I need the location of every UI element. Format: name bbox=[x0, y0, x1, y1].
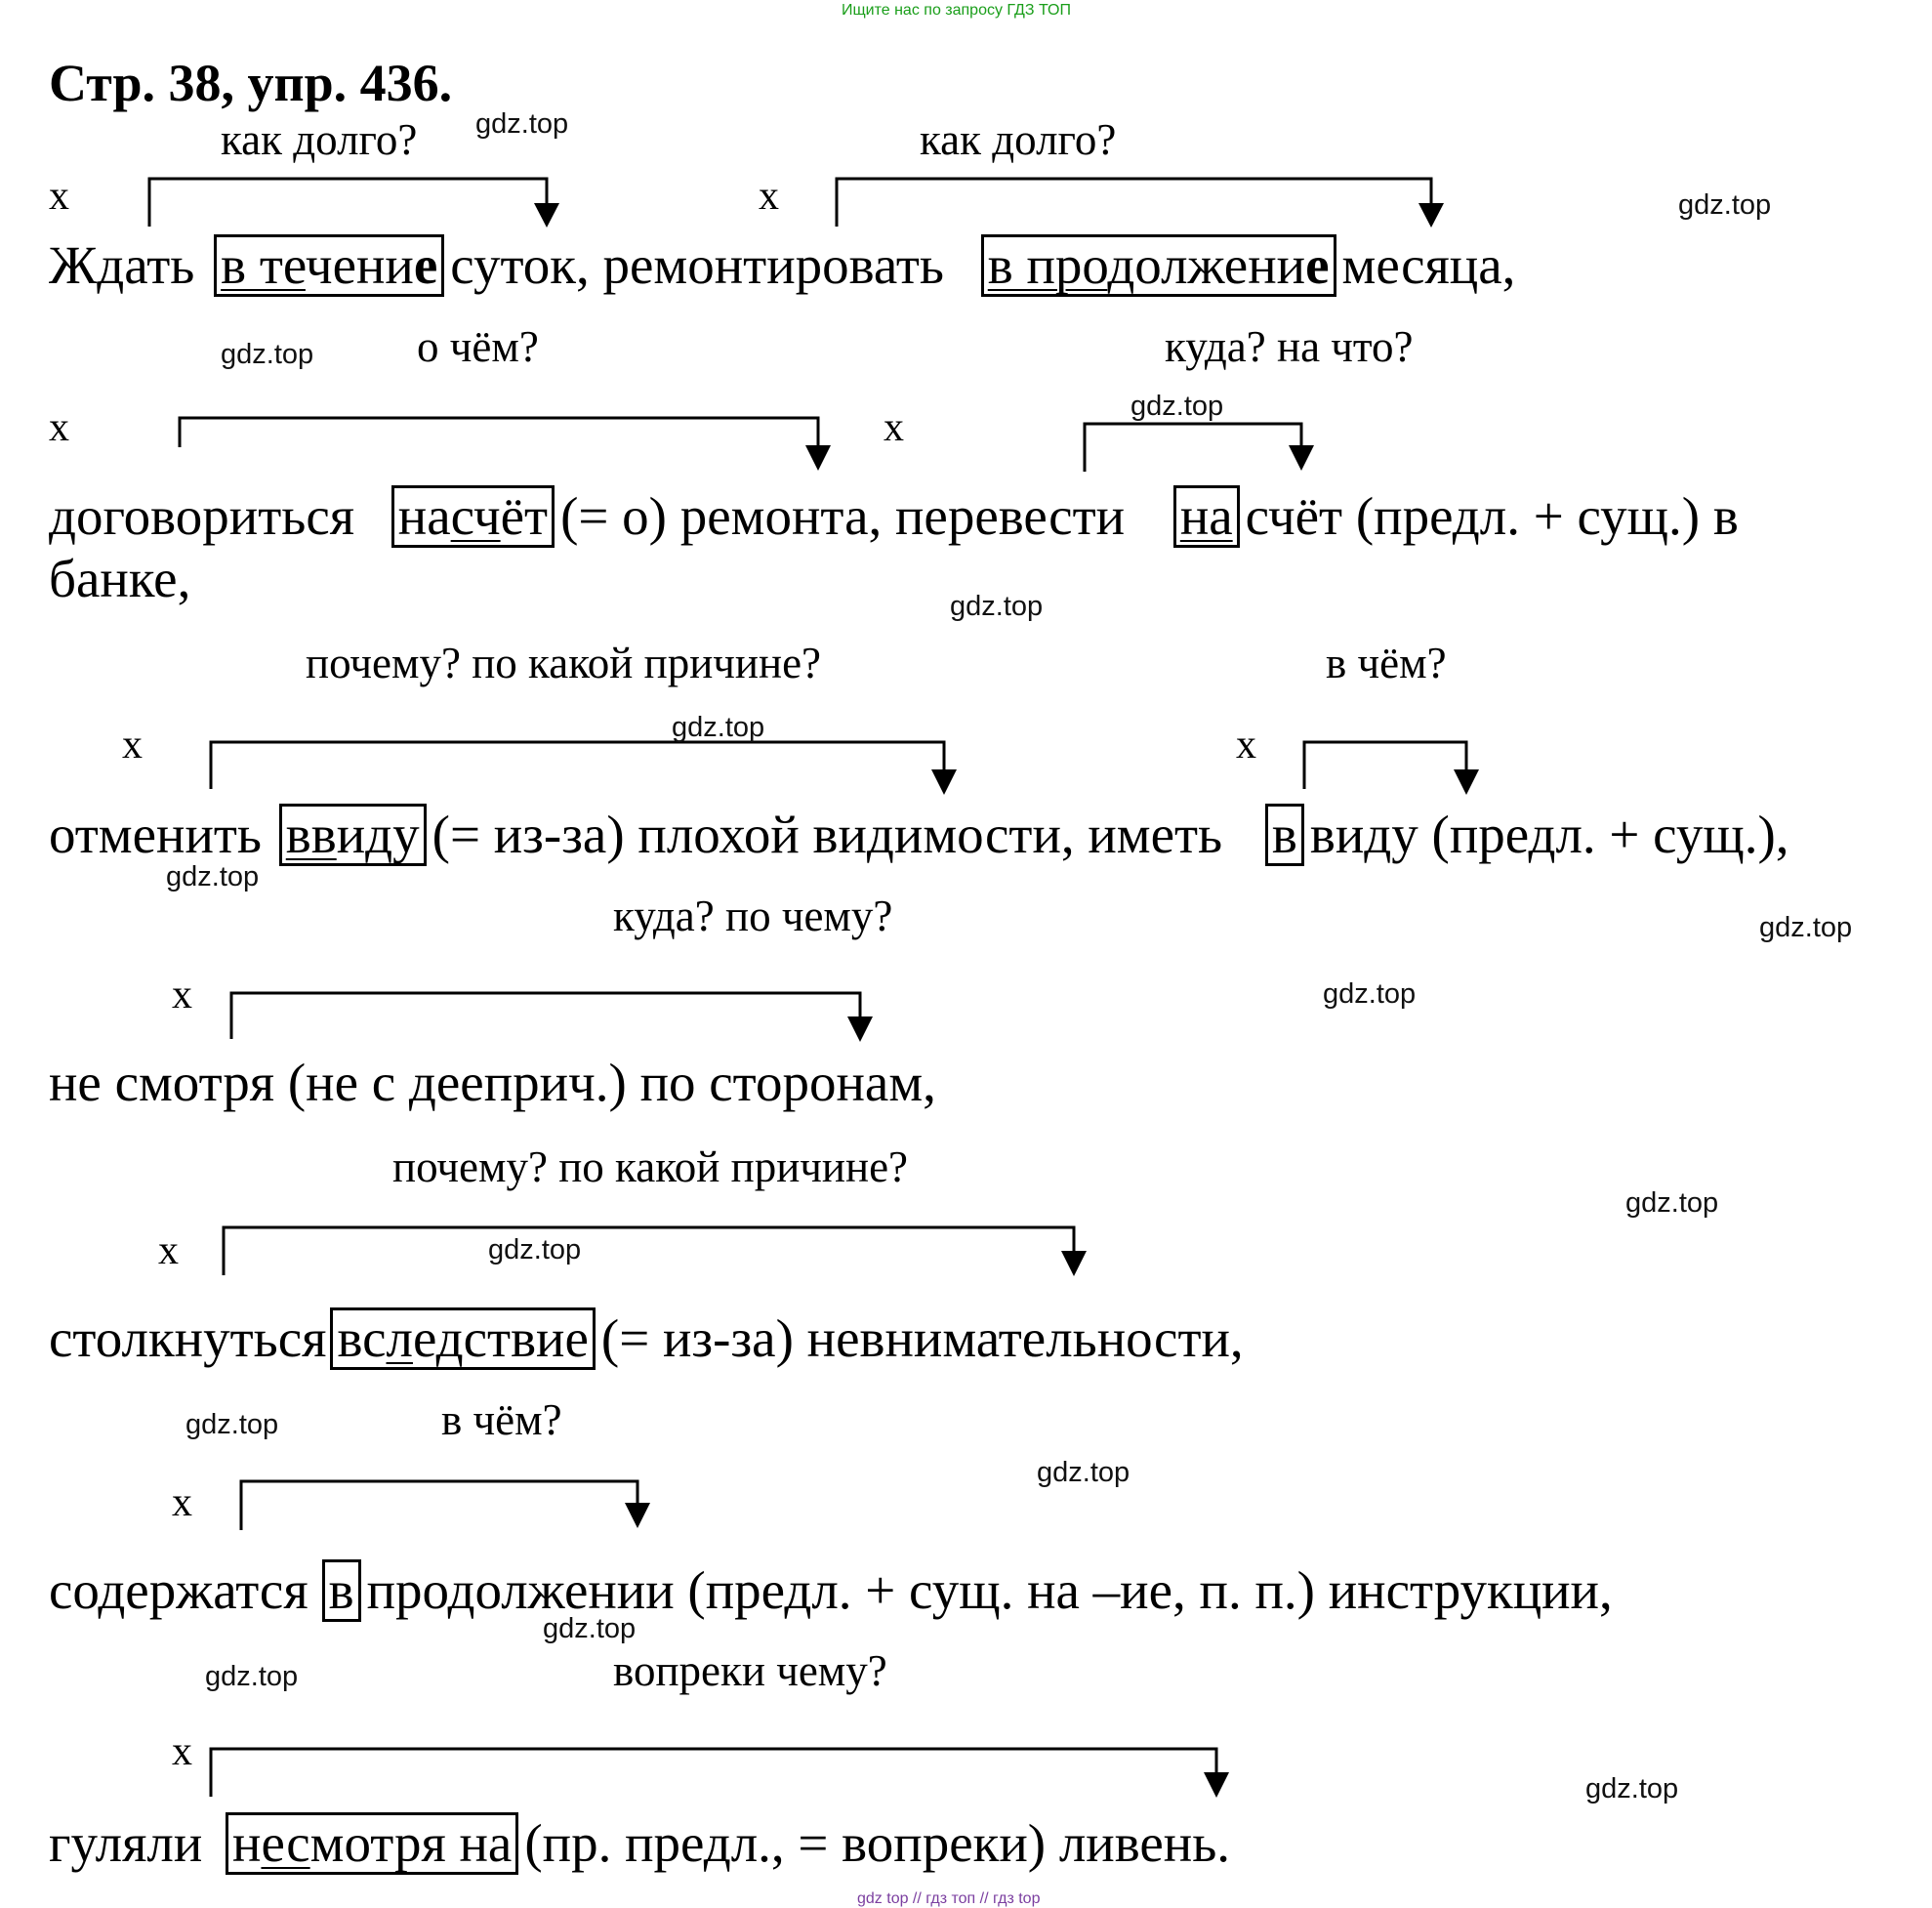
preposition-box bbox=[214, 234, 444, 297]
word: договориться bbox=[49, 486, 355, 546]
arrowhead-8 bbox=[1061, 1251, 1087, 1276]
watermark: gdz.top bbox=[950, 591, 1044, 622]
underlined-part: вв bbox=[285, 805, 337, 864]
arrowhead-9 bbox=[625, 1503, 650, 1528]
plain-part: на bbox=[397, 486, 451, 546]
watermark: gdz.top bbox=[1678, 189, 1772, 221]
arrowhead-10 bbox=[1204, 1772, 1229, 1798]
word: гуляли bbox=[49, 1813, 203, 1873]
word: месяца, bbox=[1341, 235, 1516, 295]
bracket-5 bbox=[211, 742, 944, 789]
preposition-box bbox=[330, 1307, 595, 1370]
x-mark: x bbox=[49, 174, 69, 219]
bracket-6 bbox=[1304, 742, 1466, 789]
question-label: в чём? bbox=[441, 1395, 562, 1444]
arrowhead-1 bbox=[534, 203, 559, 228]
underlined-part: в те bbox=[221, 235, 306, 295]
plain-part: должени bbox=[1107, 235, 1306, 295]
underlined-part: л bbox=[386, 1308, 413, 1368]
x-mark: x bbox=[884, 405, 904, 450]
sentence-line-3 bbox=[49, 804, 1789, 866]
x-mark: x bbox=[172, 1480, 192, 1525]
question-label: почему? по какой причине? bbox=[306, 639, 822, 687]
word: (пр. предл., = вопреки) ливень. bbox=[524, 1813, 1231, 1873]
watermark: gdz.top bbox=[1625, 1187, 1719, 1219]
arrowhead-6 bbox=[1454, 769, 1479, 795]
bold-ending: е bbox=[413, 235, 438, 295]
underlined-part: ес bbox=[261, 1813, 310, 1873]
plain-part: вс bbox=[337, 1308, 387, 1368]
preposition-box bbox=[391, 485, 555, 548]
word: столкнуться bbox=[49, 1308, 327, 1368]
preposition-box bbox=[226, 1812, 518, 1875]
bold-ending: е bbox=[1305, 235, 1330, 295]
watermark: gdz.top bbox=[1130, 391, 1224, 422]
bracket-10 bbox=[211, 1749, 1216, 1797]
question-label: почему? по какой причине? bbox=[392, 1142, 909, 1191]
bracket-1 bbox=[149, 179, 547, 227]
watermark: gdz.top bbox=[543, 1613, 637, 1644]
question-label: куда? на что? bbox=[1165, 322, 1414, 371]
preposition-box bbox=[1265, 804, 1304, 866]
sentence-line-7 bbox=[49, 1812, 1230, 1875]
x-mark: x bbox=[1236, 723, 1256, 767]
word: виду (предл. + сущ.), bbox=[1309, 805, 1789, 864]
plain-part: в bbox=[328, 1560, 354, 1620]
x-mark: x bbox=[122, 723, 143, 767]
word: (= из-за) невнимательности, bbox=[600, 1308, 1244, 1368]
question-label: о чём? bbox=[417, 322, 539, 371]
plain-part: ёт bbox=[500, 486, 549, 546]
watermark: gdz.top bbox=[1759, 912, 1853, 943]
word: счёт (предл. + сущ.) в bbox=[1245, 486, 1739, 546]
sentence-line-1 bbox=[49, 234, 1515, 297]
x-mark: x bbox=[759, 174, 779, 219]
plain-part: чени bbox=[305, 235, 414, 295]
bracket-3 bbox=[180, 418, 818, 447]
underlined-part: на bbox=[1179, 486, 1233, 546]
arrowhead-5 bbox=[931, 769, 957, 795]
top-note: Ищите нас по запросу ГДЗ ТОП bbox=[842, 2, 1071, 19]
x-mark: x bbox=[172, 973, 192, 1017]
sentence-line-5 bbox=[49, 1307, 1244, 1370]
preposition-box bbox=[322, 1559, 361, 1622]
page-title: Стр. 38, упр. 436. bbox=[49, 54, 453, 112]
bracket-7 bbox=[231, 993, 860, 1039]
question-label: куда? по чему? bbox=[613, 892, 893, 940]
question-label: вопреки чему? bbox=[613, 1646, 887, 1695]
plain-part: н bbox=[232, 1813, 262, 1873]
x-mark: x bbox=[172, 1729, 192, 1774]
plain-part: иду bbox=[336, 805, 420, 864]
arrowhead-4 bbox=[1289, 445, 1314, 471]
x-mark: x bbox=[49, 405, 69, 450]
plain-part: мотря на bbox=[309, 1813, 513, 1873]
watermark: gdz.top bbox=[166, 861, 260, 892]
bracket-8 bbox=[224, 1227, 1074, 1275]
word: (= из-за) плохой видимости, иметь bbox=[432, 805, 1223, 864]
question-label: в чём? bbox=[1326, 639, 1447, 687]
underlined-part: сч bbox=[450, 486, 501, 546]
word: (= о) ремонта, перевести bbox=[560, 486, 1126, 546]
question-label: как долго? bbox=[920, 115, 1117, 164]
sentence-line-4: не смотря (не с дееприч.) по сторонам, bbox=[49, 1053, 936, 1112]
preposition-box bbox=[981, 234, 1336, 297]
watermark: gdz.top bbox=[488, 1234, 582, 1265]
word: продолжении (предл. + сущ. на –ие, п. п.) инструкции, bbox=[366, 1560, 1613, 1620]
plain-part: в bbox=[1271, 805, 1297, 864]
arrowhead-2 bbox=[1418, 203, 1444, 228]
x-mark: x bbox=[158, 1228, 179, 1273]
footer-note: gdz top // гдз топ // гдз top bbox=[857, 1890, 1041, 1907]
bracket-4 bbox=[1085, 424, 1301, 472]
plain-part: едствие bbox=[412, 1308, 589, 1368]
preposition-box bbox=[1173, 485, 1240, 548]
watermark: gdz.top bbox=[205, 1661, 299, 1692]
watermark: gdz.top bbox=[475, 108, 569, 140]
watermark: gdz.top bbox=[1037, 1457, 1130, 1488]
word: отменить bbox=[49, 805, 263, 864]
bracket-9 bbox=[241, 1481, 637, 1530]
preposition-box bbox=[279, 804, 427, 866]
sentence-line-2 bbox=[49, 485, 1739, 548]
underlined-part: в про bbox=[987, 235, 1108, 295]
watermark: gdz.top bbox=[221, 339, 314, 370]
watermark: gdz.top bbox=[1585, 1773, 1679, 1804]
word: содержатся bbox=[49, 1560, 308, 1620]
watermark: gdz.top bbox=[185, 1409, 279, 1440]
sentence-line-6 bbox=[49, 1559, 1613, 1622]
arrowhead-3 bbox=[805, 445, 831, 471]
question-label: как долго? bbox=[221, 115, 418, 164]
bracket-2 bbox=[837, 179, 1431, 227]
watermark: gdz.top bbox=[672, 712, 765, 743]
word: Ждать bbox=[49, 235, 195, 295]
arrowhead-7 bbox=[847, 1016, 873, 1042]
sentence-line-2b: банке, bbox=[49, 549, 191, 608]
watermark: gdz.top bbox=[1323, 978, 1417, 1010]
word: суток, ремонтировать bbox=[450, 235, 944, 295]
